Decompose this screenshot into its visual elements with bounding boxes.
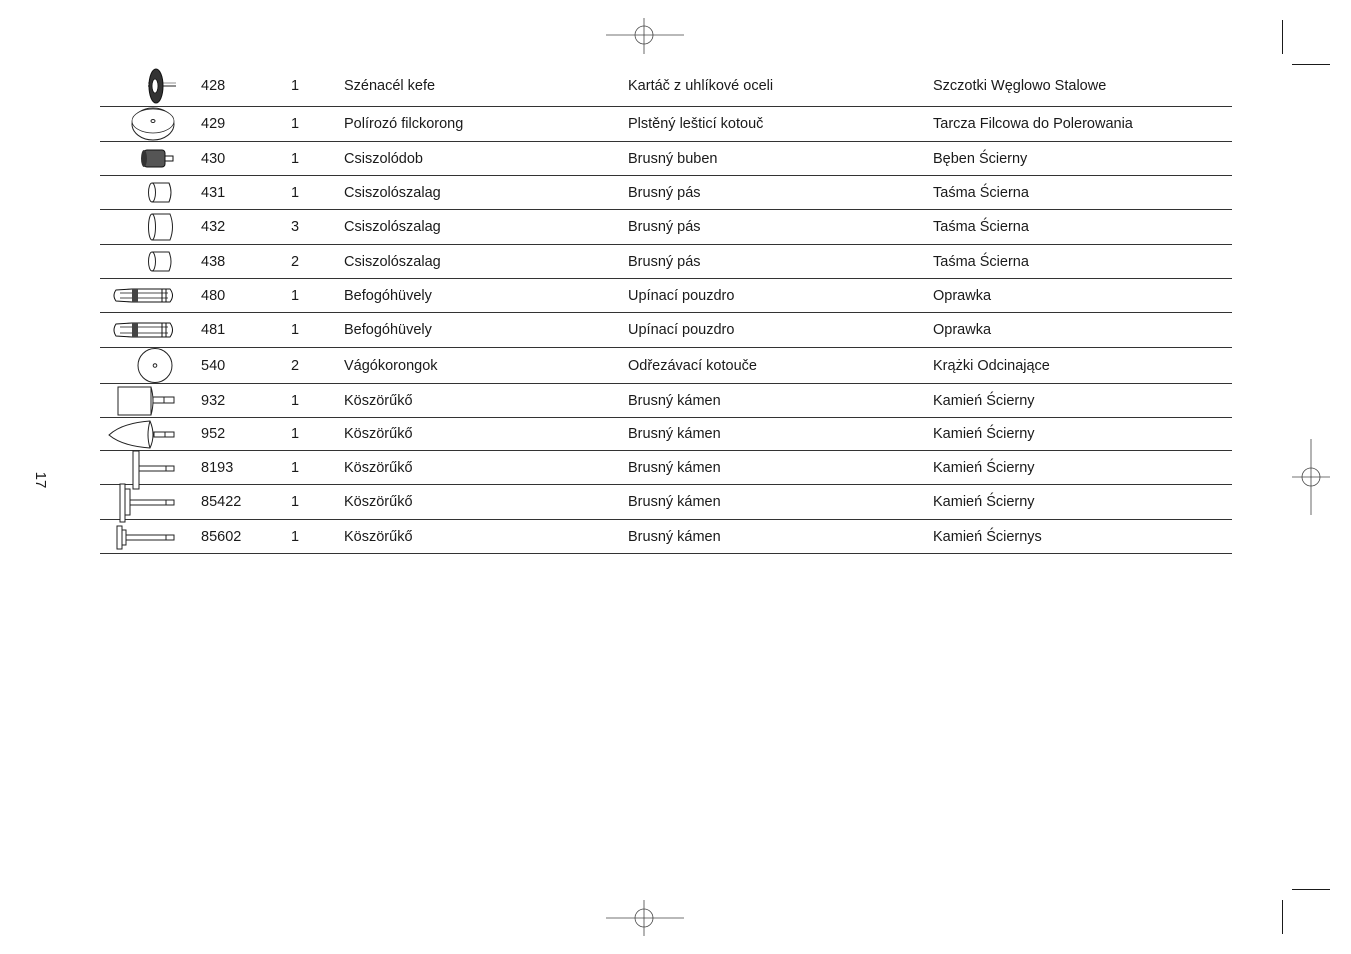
part-name-hungarian: Csiszolószalag bbox=[344, 219, 441, 235]
part-name-polish: Kamień Ścierny bbox=[933, 494, 1035, 510]
part-name-hungarian: Csiszolódob bbox=[344, 150, 423, 167]
part-name-czech: Odřezávací kotouče bbox=[628, 357, 757, 374]
part-name-hungarian: Köszörűkő bbox=[344, 426, 413, 442]
part-name-hungarian: Köszörűkő bbox=[344, 392, 413, 409]
table-row bbox=[100, 384, 1232, 418]
part-quantity: 1 bbox=[291, 287, 300, 304]
part-number: 8193 bbox=[201, 459, 234, 476]
table-row bbox=[100, 210, 1232, 245]
part-name-polish: Taśma Ścierna bbox=[933, 253, 1029, 270]
part-name-polish: Kamień Ścierny bbox=[933, 426, 1035, 442]
table-row bbox=[100, 279, 1232, 313]
part-name-hungarian: Köszörűkő bbox=[344, 494, 413, 510]
part-quantity: 1 bbox=[291, 184, 300, 201]
part-number: 540 bbox=[201, 357, 226, 374]
collet-icon bbox=[106, 313, 176, 347]
part-number: 481 bbox=[201, 322, 226, 338]
table-row bbox=[100, 485, 1232, 520]
part-quantity: 2 bbox=[291, 357, 300, 374]
part-number: 438 bbox=[201, 253, 226, 270]
part-number: 952 bbox=[201, 426, 226, 442]
part-quantity: 1 bbox=[291, 459, 300, 476]
part-name-hungarian: Köszörűkő bbox=[344, 528, 413, 545]
table-row bbox=[100, 348, 1232, 384]
table-row bbox=[100, 418, 1232, 451]
part-quantity: 1 bbox=[291, 528, 300, 545]
part-name-czech: Brusný kámen bbox=[628, 392, 721, 409]
part-name-polish: Szczotki Węglowo Stalowe bbox=[933, 77, 1107, 94]
part-name-hungarian: Polírozó filckorong bbox=[344, 116, 464, 132]
table-row bbox=[100, 245, 1232, 279]
part-name-polish: Tarcza Filcowa do Polerowania bbox=[933, 116, 1133, 132]
part-name-hungarian: Csiszolószalag bbox=[344, 253, 441, 270]
part-quantity: 1 bbox=[291, 150, 300, 167]
part-number: 430 bbox=[201, 150, 226, 167]
cone-grinding-stone-icon bbox=[106, 418, 176, 450]
part-name-hungarian: Köszörűkő bbox=[344, 459, 413, 476]
part-name-polish: Taśma Ścierna bbox=[933, 219, 1029, 235]
wire-brush-icon bbox=[106, 65, 176, 106]
part-quantity: 1 bbox=[291, 426, 300, 442]
part-name-czech: Upínací pouzdro bbox=[628, 322, 735, 338]
part-name-hungarian: Befogóhüvely bbox=[344, 322, 432, 338]
table-row bbox=[100, 142, 1232, 176]
part-name-hungarian: Vágókorongok bbox=[344, 357, 438, 374]
cylinder-grinding-stone-icon bbox=[106, 384, 176, 417]
part-quantity: 1 bbox=[291, 77, 300, 94]
part-name-hungarian: Csiszolószalag bbox=[344, 184, 441, 201]
part-name-polish: Krążki Odcinające bbox=[933, 357, 1050, 374]
part-number: 85602 bbox=[201, 528, 242, 545]
crop-mark bbox=[1282, 20, 1283, 54]
part-name-hungarian: Szénacél kefe bbox=[344, 77, 436, 94]
crop-mark bbox=[1292, 64, 1330, 65]
part-name-polish: Oprawka bbox=[933, 287, 992, 304]
part-quantity: 2 bbox=[291, 253, 300, 270]
part-name-polish: Taśma Ścierna bbox=[933, 184, 1029, 201]
table-row bbox=[100, 313, 1232, 348]
part-name-polish: Kamień Ściernys bbox=[933, 528, 1042, 545]
part-number: 431 bbox=[201, 184, 226, 201]
sanding-band-icon bbox=[106, 176, 176, 209]
collet-icon bbox=[106, 279, 176, 312]
part-name-polish: Oprawka bbox=[933, 322, 992, 338]
part-name-czech: Brusný pás bbox=[628, 253, 701, 270]
part-name-czech: Brusný kámen bbox=[628, 528, 721, 545]
sanding-band-icon bbox=[106, 245, 176, 278]
page-number: 17 bbox=[32, 471, 49, 489]
registration-mark-icon bbox=[606, 900, 684, 936]
sanding-band-large-icon bbox=[106, 210, 176, 244]
part-quantity: 3 bbox=[291, 219, 300, 235]
part-quantity: 1 bbox=[291, 116, 300, 132]
part-name-czech: Brusný pás bbox=[628, 184, 701, 201]
cutting-disc-icon bbox=[106, 348, 176, 383]
part-number: 429 bbox=[201, 116, 226, 132]
part-name-czech: Brusný buben bbox=[628, 150, 718, 167]
part-name-czech: Plstěný lešticí kotouč bbox=[628, 116, 764, 132]
registration-mark-icon bbox=[606, 18, 684, 54]
part-quantity: 1 bbox=[291, 392, 300, 409]
t-grinding-stone-icon bbox=[106, 451, 176, 484]
part-number: 432 bbox=[201, 219, 226, 235]
part-number: 428 bbox=[201, 77, 226, 94]
part-name-czech: Brusný pás bbox=[628, 219, 701, 235]
table-row bbox=[100, 65, 1232, 107]
part-number: 480 bbox=[201, 287, 226, 304]
crop-mark bbox=[1282, 900, 1283, 934]
part-number: 932 bbox=[201, 392, 226, 409]
table-row bbox=[100, 107, 1232, 142]
table-row bbox=[100, 451, 1232, 485]
part-name-czech: Kartáč z uhlíkové oceli bbox=[628, 77, 774, 94]
table-row bbox=[100, 176, 1232, 210]
disc-grinding-stone-icon bbox=[106, 485, 176, 519]
part-name-hungarian: Befogóhüvely bbox=[344, 287, 432, 304]
sanding-drum-icon bbox=[106, 142, 176, 175]
part-name-polish: Kamień Ścierny bbox=[933, 459, 1035, 476]
part-name-czech: Brusný kámen bbox=[628, 494, 721, 510]
table-row bbox=[100, 520, 1232, 554]
small-disc-grinding-stone-icon bbox=[106, 520, 176, 553]
part-quantity: 1 bbox=[291, 322, 300, 338]
registration-mark-icon bbox=[1292, 439, 1330, 515]
parts-table bbox=[100, 65, 1232, 554]
felt-polishing-wheel-icon bbox=[106, 107, 176, 141]
part-name-czech: Upínací pouzdro bbox=[628, 287, 735, 304]
part-name-polish: Bęben Ścierny bbox=[933, 150, 1028, 167]
part-number: 85422 bbox=[201, 494, 242, 510]
part-name-czech: Brusný kámen bbox=[628, 426, 721, 442]
part-quantity: 1 bbox=[291, 494, 300, 510]
crop-mark bbox=[1292, 889, 1330, 890]
part-name-polish: Kamień Ścierny bbox=[933, 392, 1035, 409]
part-name-czech: Brusný kámen bbox=[628, 459, 721, 476]
